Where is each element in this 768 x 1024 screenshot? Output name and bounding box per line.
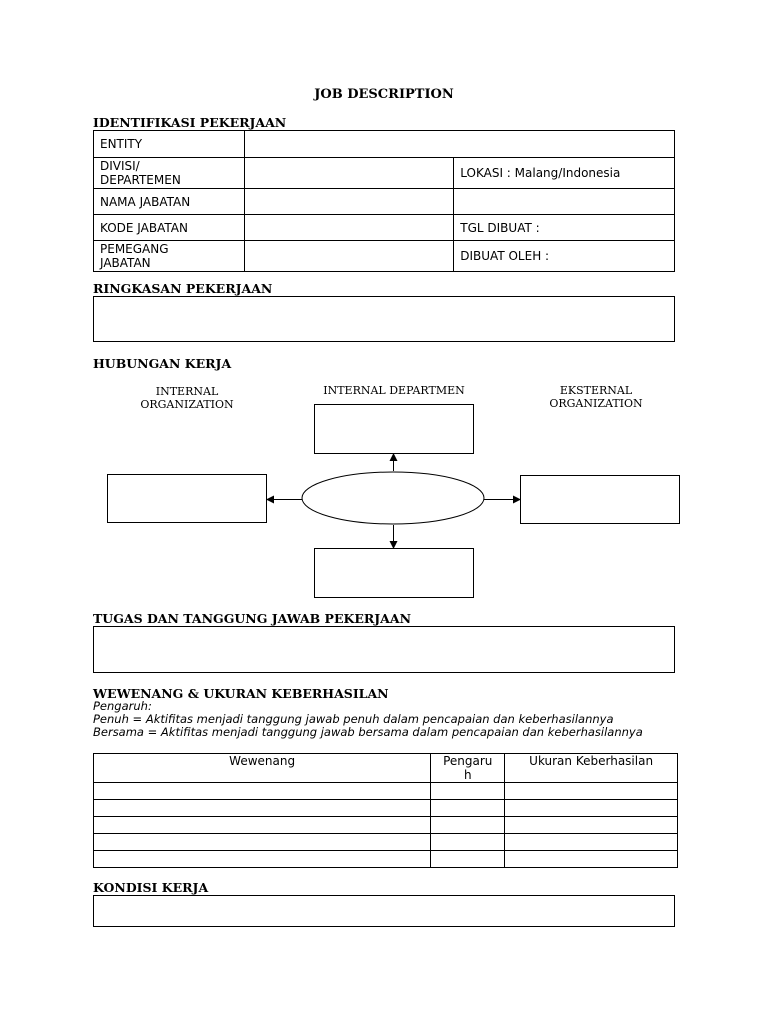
table-row <box>94 800 678 817</box>
hubungan-heading: HUBUNGAN KERJA <box>93 356 232 371</box>
pengaruh-cell[interactable] <box>431 817 505 834</box>
table-row <box>94 851 678 868</box>
wewenang-heading: WEWENANG & UKURAN KEBERHASILAN <box>93 686 389 701</box>
divisi-label: DIVISI/ DEPARTEMEN <box>94 158 245 189</box>
table-row <box>94 817 678 834</box>
wewenang-cell[interactable] <box>94 834 431 851</box>
eksternal-organization-box[interactable] <box>521 476 680 524</box>
center-ellipse[interactable] <box>302 472 484 524</box>
tugas-box[interactable] <box>93 626 675 673</box>
ringkasan-heading: RINGKASAN PEKERJAAN <box>93 281 273 296</box>
note-bersama: Bersama = Aktifitas menjadi tanggung jawab bersama dalam pencapaian dan keberhasilannya <box>93 725 643 739</box>
tugas-heading: TUGAS DAN TANGGUNG JAWAB PEKERJAAN <box>93 611 412 626</box>
internal-department-box[interactable] <box>315 405 474 454</box>
dibuat-oleh-label: DIBUAT OLEH : <box>454 241 675 272</box>
pengaruh-cell[interactable] <box>431 783 505 800</box>
wewenang-cell[interactable] <box>94 817 431 834</box>
entity-label: ENTITY <box>94 131 245 158</box>
ukuran-cell[interactable] <box>505 817 678 834</box>
table-header-row <box>94 754 678 783</box>
lokasi-label: LOKASI : Malang/Indonesia <box>454 158 675 189</box>
wewenang-cell[interactable] <box>94 851 431 868</box>
kode-jabatan-label: KODE JABATAN <box>94 215 245 241</box>
bottom-box[interactable] <box>315 549 474 598</box>
identifikasi-heading: IDENTIFIKASI PEKERJAAN <box>93 115 287 130</box>
tgl-dibuat-label: TGL DIBUAT : <box>454 215 675 241</box>
ukuran-cell[interactable] <box>505 851 678 868</box>
nama-jabatan-label: NAMA JABATAN <box>94 189 245 215</box>
table-row <box>94 783 678 800</box>
col-wewenang-header: Wewenang <box>94 754 431 783</box>
eksternal-organization-label: EKSTERNAL ORGANIZATION <box>549 384 643 410</box>
col-pengaruh-header: Pengaru h <box>431 754 505 783</box>
pengaruh-cell[interactable] <box>431 834 505 851</box>
table-row <box>94 834 678 851</box>
kondisi-box[interactable] <box>93 895 675 927</box>
document-title: JOB DESCRIPTION <box>314 87 454 102</box>
pemegang-jabatan-label: PEMEGANG JABATAN <box>94 241 245 272</box>
pengaruh-cell[interactable] <box>431 800 505 817</box>
internal-organization-label: INTERNAL ORGANIZATION <box>140 385 234 411</box>
note-penuh: Penuh = Aktifitas menjadi tanggung jawab penuh dalam pencapaian dan keberhasilannya <box>93 712 614 726</box>
ukuran-cell[interactable] <box>505 783 678 800</box>
internal-department-label: INTERNAL DEPARTMEN <box>323 384 465 397</box>
ukuran-cell[interactable] <box>505 800 678 817</box>
internal-organization-box[interactable] <box>108 475 267 523</box>
col-ukuran-header: Ukuran Keberhasilan <box>505 754 678 783</box>
note-pengaruh: Pengaruh: <box>93 699 152 713</box>
kondisi-heading: KONDISI KERJA <box>93 880 209 895</box>
wewenang-cell[interactable] <box>94 800 431 817</box>
pengaruh-cell[interactable] <box>431 851 505 868</box>
wewenang-table <box>93 753 678 868</box>
wewenang-cell[interactable] <box>94 783 431 800</box>
ukuran-cell[interactable] <box>505 834 678 851</box>
